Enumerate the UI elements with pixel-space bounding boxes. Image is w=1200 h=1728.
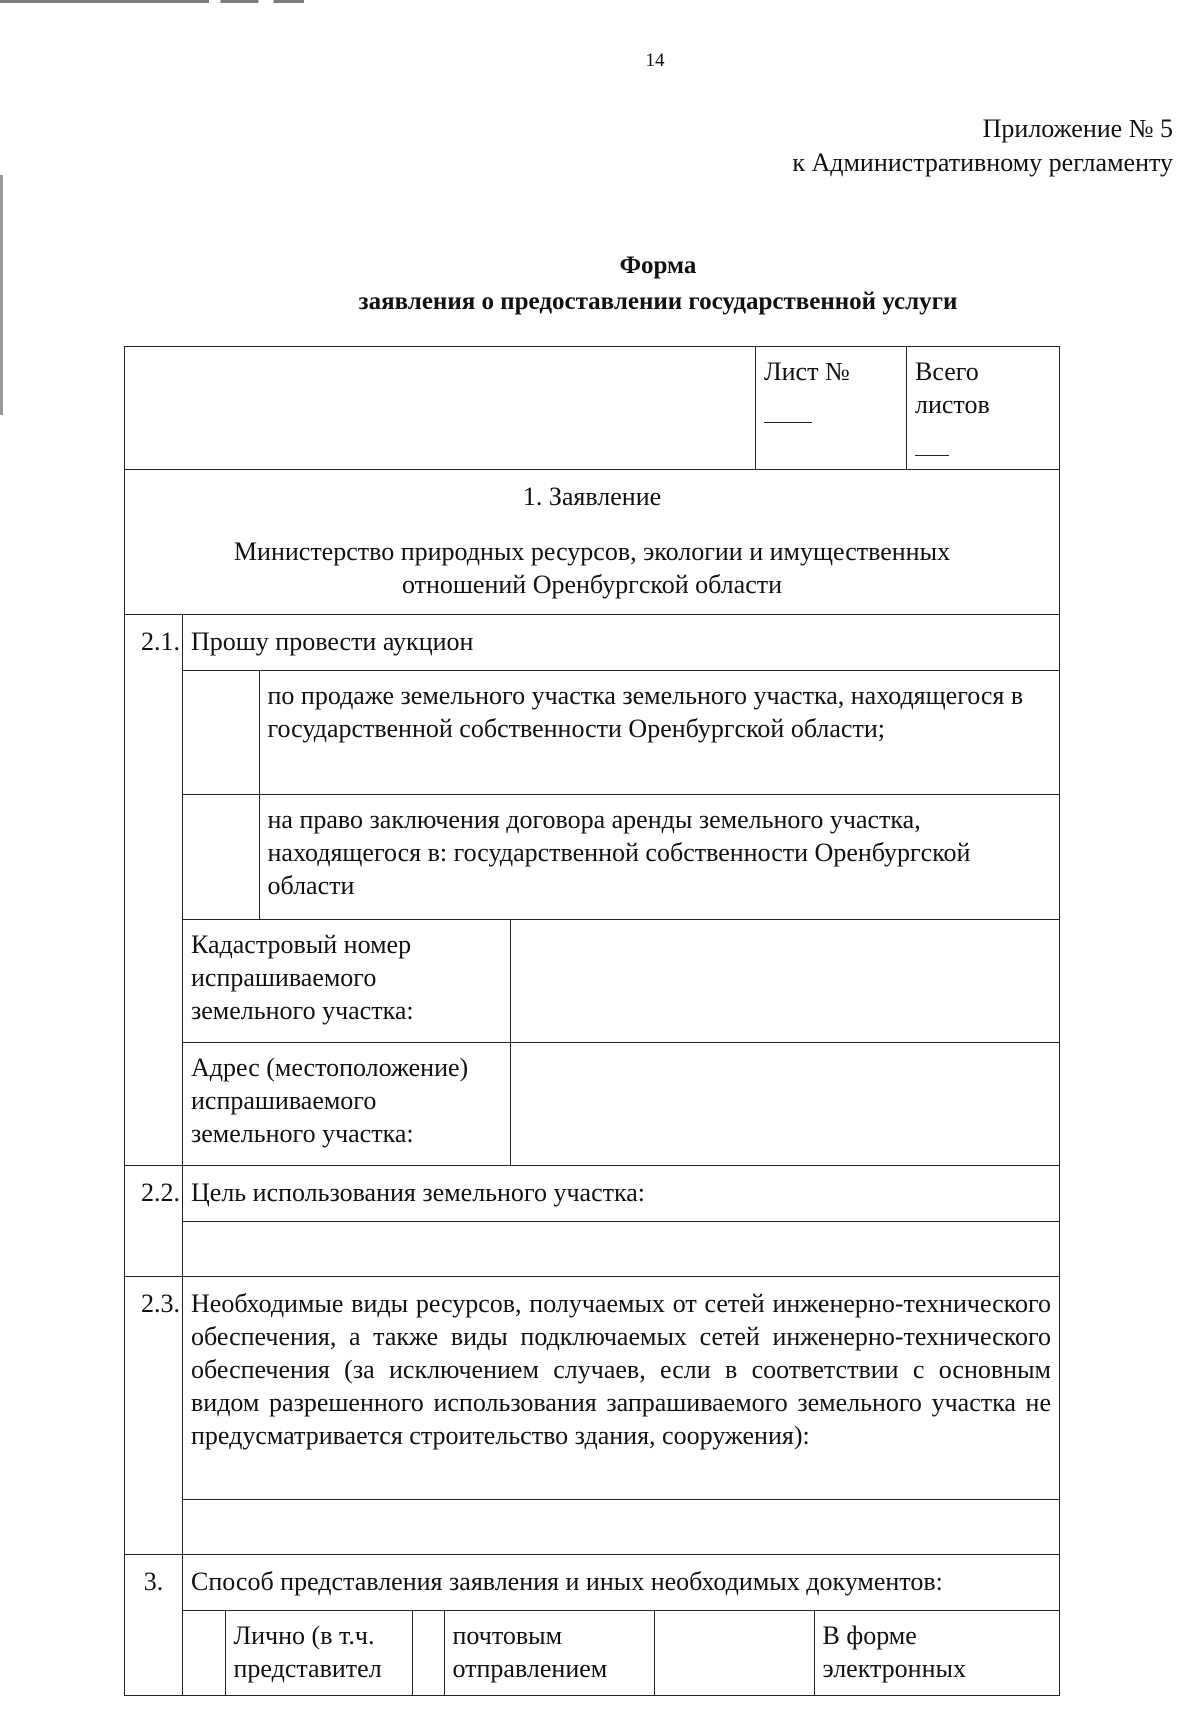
purpose-input-row (125, 1222, 1060, 1277)
address-label: Адрес (местоположение) испрашиваемого земельного участка: (183, 1043, 511, 1166)
section-2-2-label: Цель использования земельного участка: (183, 1166, 1060, 1222)
section-2-1-row (125, 615, 1060, 671)
method-post-line-2: отправлением (452, 1654, 608, 1683)
appendix-line-1: Приложение № 5 (982, 114, 1173, 143)
method-personal (225, 1611, 412, 1695)
appendix-caption (792, 112, 1173, 180)
section-3-row (125, 1555, 1060, 1611)
section-2-1-label: Прошу провести аукцион (183, 615, 1060, 671)
addressee-line-2: отношений Оренбургской области (401, 570, 783, 599)
method-post-line-1: почтовым (452, 1621, 563, 1650)
scan-artifact-left (0, 175, 3, 415)
method-electronic-line-1: В форме (822, 1621, 917, 1650)
submission-methods-row (125, 1611, 1060, 1696)
address-input[interactable] (511, 1043, 1060, 1166)
total-sheets-label-1: Всего (915, 357, 979, 386)
sheet-number-blank (764, 400, 812, 423)
method-electronic-checkbox[interactable] (654, 1611, 814, 1695)
resources-input-row (125, 1500, 1060, 1555)
method-post (444, 1611, 654, 1695)
method-electronic (814, 1611, 1059, 1695)
cadastral-row (125, 920, 1060, 1043)
appendix-line-2: к Административному регламенту (792, 148, 1173, 177)
option-sale-checkbox[interactable] (183, 671, 259, 794)
section-3-number: 3. (125, 1555, 183, 1696)
page-number: 14 (645, 50, 665, 71)
section-2-2-row (125, 1166, 1060, 1222)
address-row (125, 1043, 1060, 1166)
total-sheets-label-2: листов (915, 390, 990, 419)
option-sale-text: по продаже земельного участка земельного участка, находящегося в государственной собственности Оренбургской области; (267, 681, 1024, 743)
method-personal-checkbox[interactable] (183, 1611, 225, 1695)
section-3-label: Способ представления заявления и иных необходимых документов: (183, 1555, 1060, 1611)
scan-artifact-top (0, 0, 380, 3)
resources-input[interactable] (183, 1500, 1060, 1555)
option-lease-row (125, 795, 1060, 920)
section-2-3-number: 2.3. (125, 1277, 183, 1555)
cadastral-label: Кадастровый номер испрашиваемого земельного участка: (183, 920, 511, 1043)
total-sheets-cell[interactable] (907, 347, 1060, 470)
option-sale-row (125, 671, 1060, 795)
sheet-number-label: Лист № (764, 357, 850, 386)
section-1-cell (125, 470, 1060, 615)
section-1-row (125, 470, 1060, 615)
method-personal-line-1: Лично (в т.ч. (233, 1621, 375, 1650)
application-form-table (124, 346, 1060, 1696)
section-1-heading: 1. Заявление (522, 482, 662, 511)
section-2-1-number: 2.1. (125, 615, 183, 1166)
section-2-2-number: 2.2. (125, 1166, 183, 1277)
form-title-line-1: Форма (619, 252, 697, 279)
option-lease-text: на право заключения договора аренды земельного участка, находящегося в: государственной собственности Оренбургской области (267, 805, 971, 900)
header-blank-cell (125, 347, 756, 470)
section-2-3-row (125, 1277, 1060, 1500)
method-post-checkbox[interactable] (412, 1611, 444, 1695)
section-2-3-label: Необходимые виды ресурсов, получаемых от сетей инженерно-технического обеспечения, а также виды подключаемых сетей инженерно-технического обеспечения (за исключением случаев, если в соответствии с основным видом разрешенного использования запрашиваемого земельного участка не предусматривается строительство здания, сооружения): (183, 1277, 1060, 1500)
purpose-input[interactable] (183, 1222, 1060, 1277)
header-row (125, 347, 1060, 470)
method-personal-line-2: представител (233, 1654, 382, 1683)
option-lease-checkbox[interactable] (183, 795, 259, 919)
form-title (124, 248, 1192, 320)
cadastral-input[interactable] (511, 920, 1060, 1043)
addressee-line-1: Министерство природных ресурсов, экологии и имущественных (233, 537, 951, 566)
sheet-number-cell[interactable] (756, 347, 907, 470)
method-electronic-line-2: электронных (822, 1654, 966, 1683)
form-title-line-2: заявления о предоставлении государственной услуги (358, 288, 958, 315)
total-sheets-blank (915, 433, 949, 456)
